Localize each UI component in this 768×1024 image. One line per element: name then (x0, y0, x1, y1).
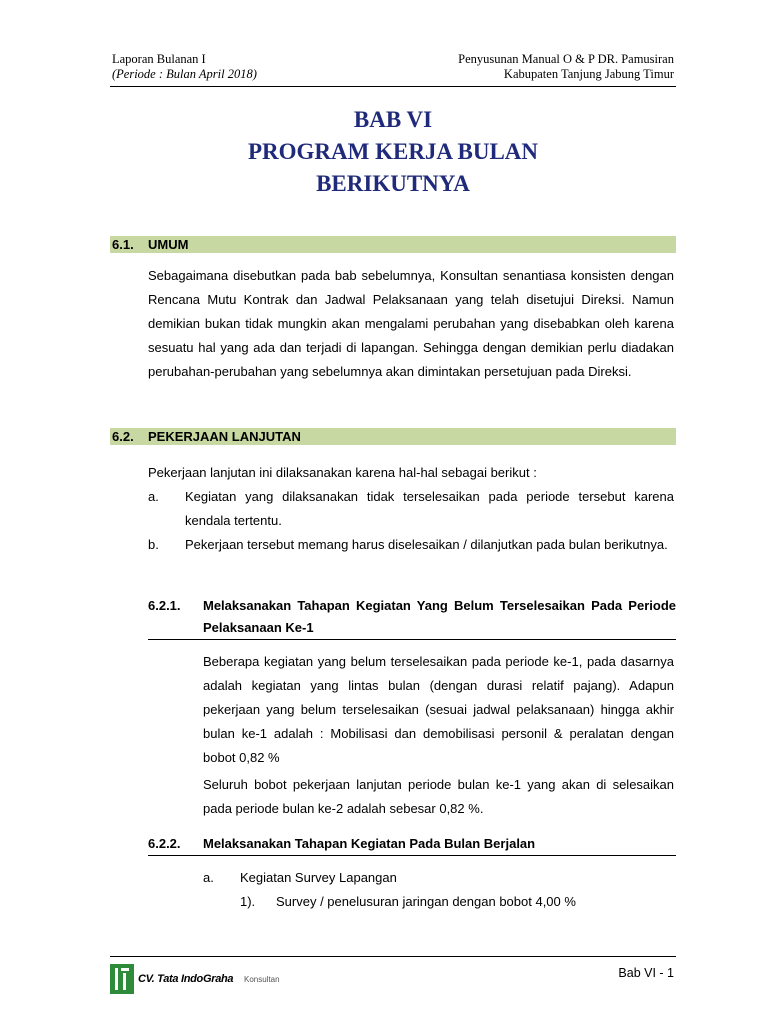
subsection-divider (148, 639, 676, 640)
company-logo-icon (110, 964, 134, 994)
company-name: CV. Tata IndoGraha (138, 973, 234, 985)
section-number: 6.1. (112, 237, 134, 252)
company-type: Konsultan (244, 975, 280, 984)
page-number: Bab VI - 1 (618, 966, 674, 980)
list-item-marker: 1). (240, 894, 256, 909)
list-item: Survey / penelusuran jaringan dengan bobot 4,00 % (276, 894, 576, 909)
section-heading-6-2 (110, 428, 676, 445)
subsection-label: Melaksanakan Tahapan Kegiatan Pada Bulan Berjalan (203, 836, 536, 851)
report-title: Laporan Bulanan I (112, 52, 206, 66)
chapter-title (110, 104, 676, 200)
list-item-marker: b. (148, 537, 159, 552)
subsection-6-2-1-paragraph-2: Seluruh bobot pekerjaan lanjutan periode bulan ke-1 yang akan di selesaikan pada periode bulan ke-2 adalah sebesar 0,82 %. (203, 777, 674, 816)
header-right (458, 52, 674, 82)
list-item-marker: a. (148, 489, 159, 504)
chapter-number: BAB VI (353, 107, 433, 132)
project-name: Penyusunan Manual O & P DR. Pamusiran (458, 52, 674, 66)
subsection-label: Melaksanakan Tahapan Kegiatan Yang Belum Terselesaikan Pada Periode Pelaksanaan Ke-1 (203, 598, 676, 635)
subsection-divider (148, 855, 676, 856)
report-period: (Periode : Bulan April 2018) (112, 67, 257, 81)
subsection-number: 6.2.1. (148, 598, 181, 613)
section-label: PEKERJAAN LANJUTAN (148, 429, 301, 444)
subsection-heading-6-2-2 (148, 833, 676, 855)
header-divider (110, 86, 676, 87)
list-item-marker: a. (203, 870, 214, 885)
section-number: 6.2. (112, 429, 134, 444)
list-item: Kegiatan yang dilaksanakan tidak terselesaikan pada periode tersebut karena kendala tertentu. (185, 489, 674, 528)
project-location: Kabupaten Tanjung Jabung Timur (503, 67, 674, 81)
chapter-title-line1: PROGRAM KERJA BULAN (247, 139, 539, 164)
section-label: UMUM (148, 237, 189, 252)
subsection-number: 6.2.2. (148, 836, 181, 851)
header-left (112, 52, 257, 82)
section-6-1-paragraph: Sebagaimana disebutkan pada bab sebelumnya, Konsultan senantiasa konsisten dengan Rencana Mutu Kontrak dan Jadwal Pelaksanaan yang telah disetujui Direksi. Namun demikian bukan tidak mungkin akan mengalami perubahan yang disebabkan oleh karena sesuatu hal yang ada dan terjadi di lapangan. Sehingga dengan demikian perlu diadakan perubahan-perubahan yang sebelumnya akan dimintakan persetujuan pada Direksi. (148, 268, 674, 379)
section-6-2-intro: Pekerjaan lanjutan ini dilaksanakan karena hal-hal sebagai berikut : (148, 465, 537, 480)
chapter-title-line2: BERIKUTNYA (316, 171, 470, 196)
list-item: Kegiatan Survey Lapangan (240, 870, 397, 885)
list-item: Pekerjaan tersebut memang harus diselesaikan / dilanjutkan pada bulan berikutnya. (185, 537, 668, 552)
subsection-6-2-1-paragraph-1: Beberapa kegiatan yang belum terselesaikan pada periode ke-1, pada dasarnya adalah kegiatan yang lintas bulan (dengan durasi relatif pajang). Adapun pekerjaan yang belum terselesaikan (sesuai jadwal pelaksanaan) hingga akhir bulan ke-1 adalah : Mobilisasi dan demobilisasi personil & peralatan dengan bobot 0,82 % (203, 654, 674, 765)
subsection-heading-6-2-1 (148, 595, 676, 639)
footer-divider (110, 956, 676, 957)
section-heading-6-1 (110, 236, 676, 253)
